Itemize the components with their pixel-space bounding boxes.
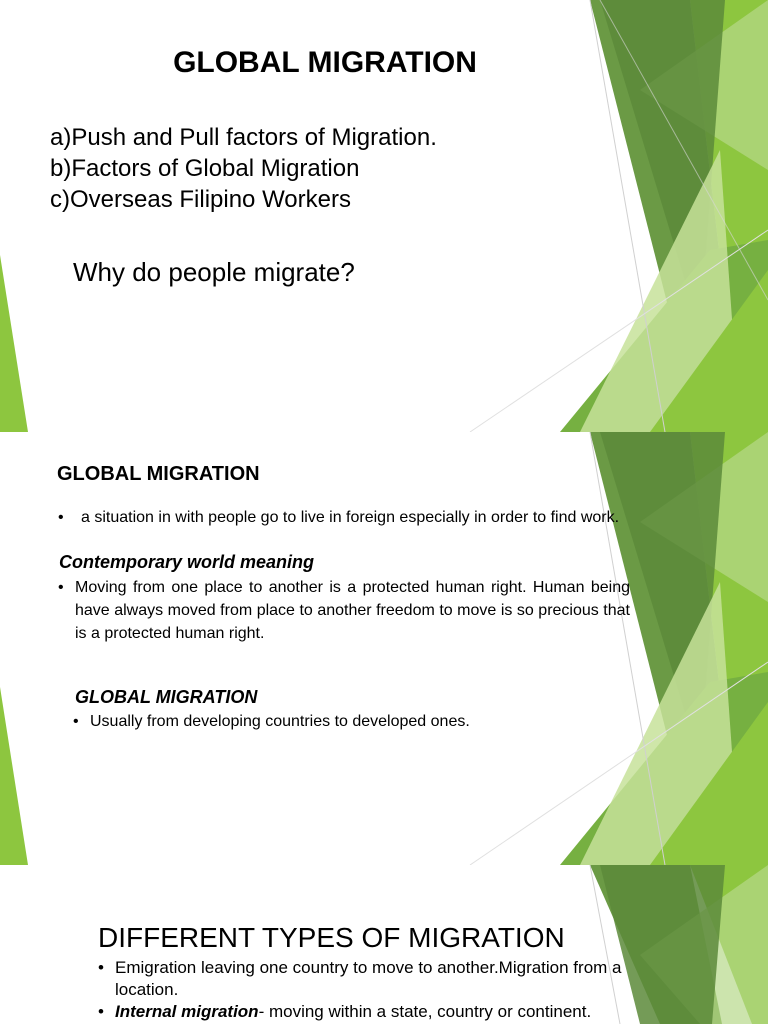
slide-1-item-a: a)Push and Pull factors of Migration. bbox=[50, 124, 437, 151]
slide-2-bullet-2 bbox=[58, 576, 630, 645]
slide-1-question: Why do people migrate? bbox=[73, 257, 355, 287]
slide-3-bullet-1 bbox=[98, 957, 678, 1001]
slide-2 bbox=[0, 432, 768, 865]
slide-2-heading-2: GLOBAL MIGRATION bbox=[75, 687, 258, 707]
slide-3-bullet-2-rest: - moving within a state, country or continent. bbox=[258, 1002, 592, 1021]
slide-1-title: GLOBAL MIGRATION bbox=[173, 46, 477, 79]
slide-2-subheading: Contemporary world meaning bbox=[59, 552, 315, 572]
slide-2-bullet-3 bbox=[73, 711, 593, 733]
bullet-dot: • bbox=[58, 579, 64, 596]
slide-1 bbox=[0, 0, 768, 432]
bullet-dot: • bbox=[73, 713, 79, 730]
slide-2-bullet-3-text: Usually from developing countries to developed ones. bbox=[90, 713, 470, 730]
slide-1-item-c: c)Overseas Filipino Workers bbox=[50, 186, 351, 213]
slide-2-bullet-1-text: a situation in with people go to live in foreign especially in order to find work. bbox=[81, 509, 620, 526]
slide-3-bullet-2-bold: Internal migration bbox=[115, 1002, 259, 1021]
slide-2-bullet-2-text: Moving from one place to another is a protected human right. Human being have always moved from place to another freedom to move is so precious that is a protected human right. bbox=[75, 579, 630, 642]
slide-1-item-b: b)Factors of Global Migration bbox=[50, 155, 360, 182]
slide-3 bbox=[0, 865, 768, 1024]
bullet-dot: • bbox=[98, 1002, 104, 1021]
slide-2-bullet-1 bbox=[58, 507, 633, 529]
slide-3-title: DIFFERENT TYPES OF MIGRATION bbox=[98, 922, 565, 953]
bullet-dot: • bbox=[58, 509, 64, 526]
slide-2-heading: GLOBAL MIGRATION bbox=[57, 463, 260, 485]
slide-3-bullet-2 bbox=[98, 1001, 698, 1023]
bullet-dot: • bbox=[98, 958, 104, 977]
slide-3-bullet-1-text: Emigration leaving one country to move to another.Migration from a location. bbox=[115, 958, 622, 999]
slide-2-green-decoration bbox=[0, 432, 768, 865]
